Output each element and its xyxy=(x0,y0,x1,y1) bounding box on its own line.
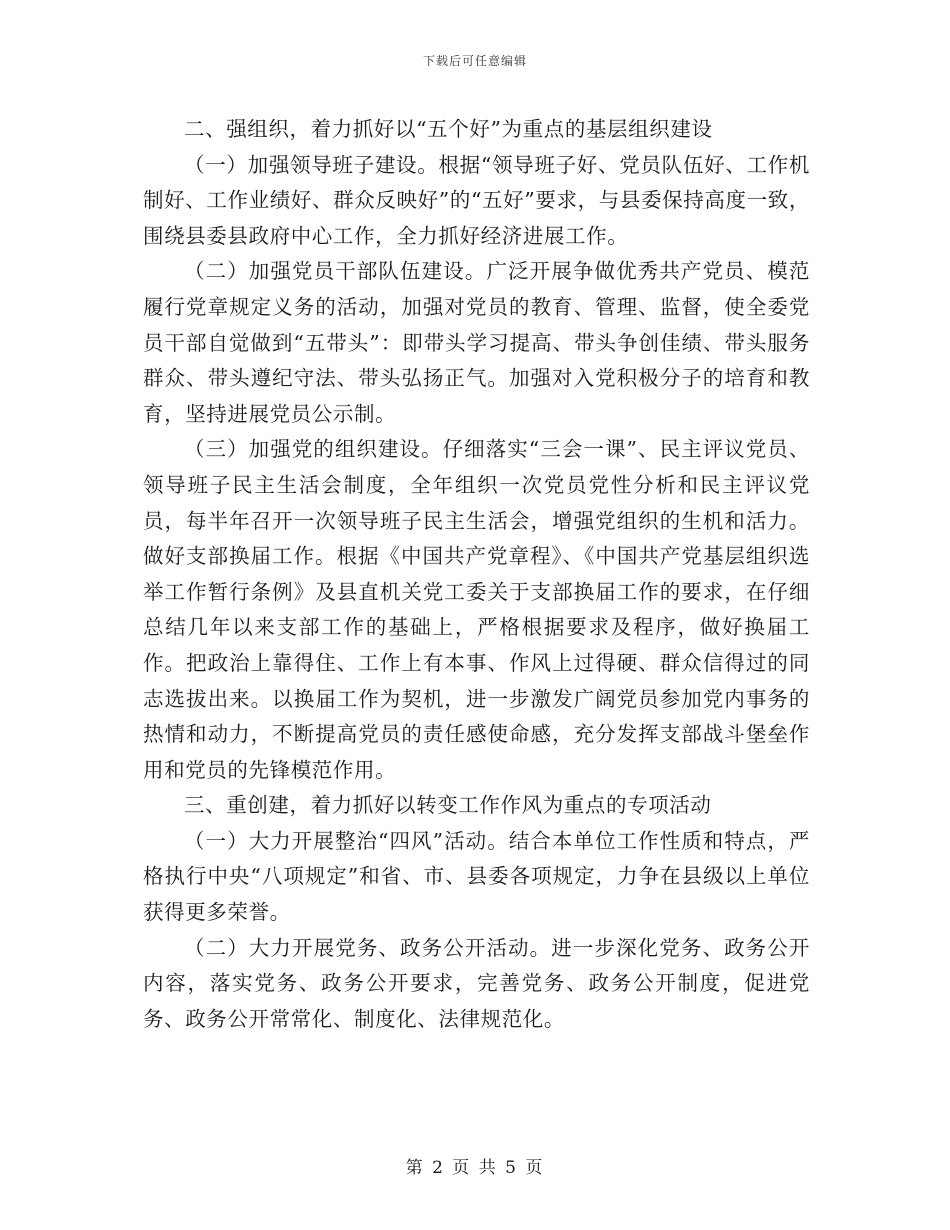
page-header: 下载后可任意编辑 xyxy=(422,54,527,68)
section-heading-2: 二、强组织，着力抓好以“五个好”为重点的基层组织建设 xyxy=(184,117,713,141)
section-heading-3: 三、重创建，着力抓好以转变工作作风为重点的专项活动 xyxy=(184,793,712,818)
page-number-footer: 第 2 页 共 5 页 xyxy=(405,1158,545,1178)
paragraph-four-winds: （一）大力开展整治“四风”活动。结合本单位工作性质和特点，严格执行中央“八项规定”和省、市、县委各项规定，力争在县级以上单位获得更多荣誉。 xyxy=(143,828,810,925)
paragraph-affairs-public: （二）大力开展党务、政务公开活动。进一步深化党务、政务公开内容，落实党务、政务公开要求，完善党务、政务公开制度，促进党务、政务公开常常化、制度化、法律规范化。 xyxy=(143,935,810,1031)
paragraph-leadership: （一）加强领导班子建设。根据“领导班子好、党员队伍好、工作机制好、工作业绩好、群众反映好”的“五好”要求，与县委保持高度一致，围绕县委县政府中心工作，全力抓好经济进展工作。 xyxy=(143,152,810,248)
paragraph-organization: （三）加强党的组织建设。仔细落实“三会一课”、民主评议党员、领导班子民主生活会制度，全年组织一次党员党性分析和民主评议党员，每半年召开一次领导班子民主生活会，增强党组织的生机和活力。做好支部换届工作。根据《中国共产党章程》、《中国共产党基层组织选举工作暂行条例》及县直机关党工委关于支部换届工作的要求，在仔细总结几年以来支部工作的基础上，严格根据要求及程序，做好换届工作。把政治上靠得住、工作上有本事、作风上过得硬、群众信得过的同志选拔出来。以换届工作为契机，进一步激发广阔党员参加党内事务的热情和动力，不断提高党员的责任感使命感，充分发挥支部战斗堡垒作用和党员的先锋模范作用。 xyxy=(143,437,810,782)
document-body xyxy=(143,112,810,1037)
paragraph-cadre-team: （二）加强党员干部队伍建设。广泛开展争做优秀共产党员、模范履行党章规定义务的活动，加强对党员的教育、管理、监督，使全委党员干部自觉做到“五带头”：即带头学习提高、带头争创佳绩、带头服务群众、带头遵纪守法、带头弘扬正气。加强对入党积极分子的培育和教育，坚持进展党员公示制。 xyxy=(143,259,810,426)
